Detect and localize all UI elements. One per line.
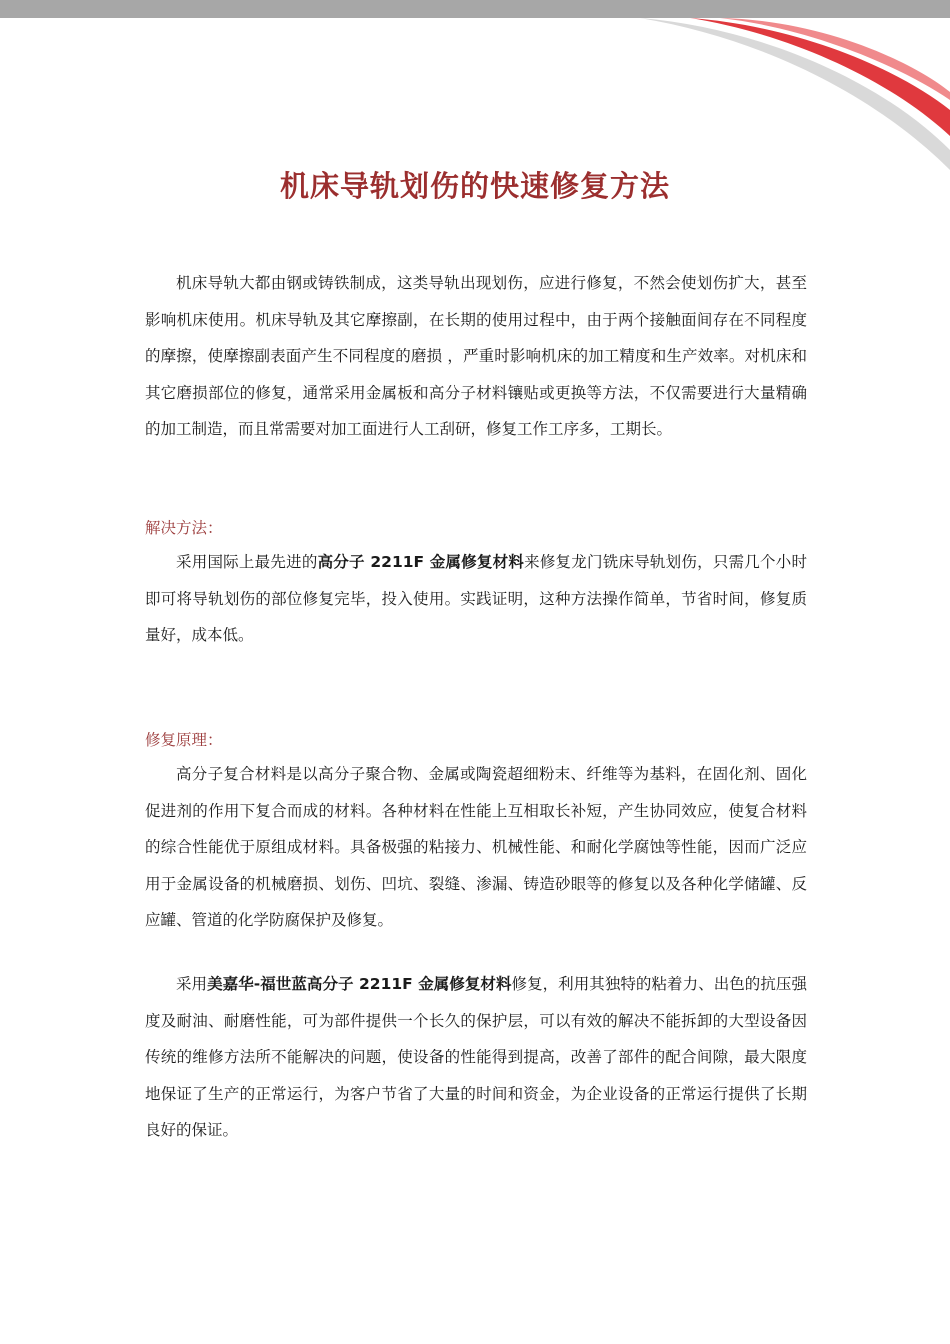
- closing-product-name: 美嘉华-福世蓝高分子 2211F 金属修复材料: [207, 975, 512, 993]
- principle-paragraph: 高分子复合材料是以高分子聚合物、金属或陶瓷超细粉末、纤维等为基料，在固化剂、固化促进剂的作用下复合而成的材料。各种材料在性能上互相取长补短，产生协同效应，使复合材料的综合性能优于原组成材料。具备极强的粘接力、机械性能、和耐化学腐蚀等性能，因而广泛应用于金属设备的机械磨损、划伤、凹坑、裂缝、渗漏、铸造砂眼等的修复以及各种化学储罐、反应罐、管道的化学防腐保护及修复。: [145, 765, 807, 929]
- red-corner-swoosh-decoration: [0, 0, 950, 170]
- solution-product-name: 高分子 2211F 金属修复材料: [317, 553, 525, 571]
- principle-heading: 修复原理：: [145, 731, 223, 749]
- solution-text-pre: 采用国际上最先进的: [176, 553, 318, 571]
- solution-text-post: 来修复龙门铣床导轨划伤，只需几个小时即可将导轨划伤的部位修复完毕，投入使用。实践证明，这种方法操作简单，节省时间，修复质量好，成本低。: [145, 553, 807, 644]
- solution-paragraph: [145, 544, 807, 654]
- solution-heading: 解决方法：: [145, 519, 223, 537]
- closing-paragraph: [145, 966, 807, 1149]
- intro-paragraph: 机床导轨大都由钢或铸铁制成，这类导轨出现划伤，应进行修复，不然会使划伤扩大，甚至影响机床使用。机床导轨及其它摩擦副，在长期的使用过程中，由于两个接触面间存在不同程度的摩擦，使摩擦副表面产生不同程度的磨损 ，严重时影响机床的加工精度和生产效率。对机床和其它磨损部位的修复，通常采用金属板和高分子材料镶贴或更换等方法，不仅需要进行大量精确的加工制造，而且常需要对加工面进行人工刮研，修复工作工序多，工期长。: [145, 274, 807, 438]
- page-title: 机床导轨划伤的快速修复方法: [279, 169, 670, 203]
- closing-text-pre: 采用: [176, 975, 208, 993]
- closing-text-post: 修复，利用其独特的粘着力、出色的抗压强度及耐油、耐磨性能，可为部件提供一个长久的保护层，可以有效的解决不能拆卸的大型设备因传统的维修方法所不能解决的问题，使设备的性能得到提高，改善了部件的配合间隙，最大限度地保证了生产的正常运行，为客户节省了大量的时间和资金，为企业设备的正常运行提供了长期良好的保证。: [145, 975, 807, 1139]
